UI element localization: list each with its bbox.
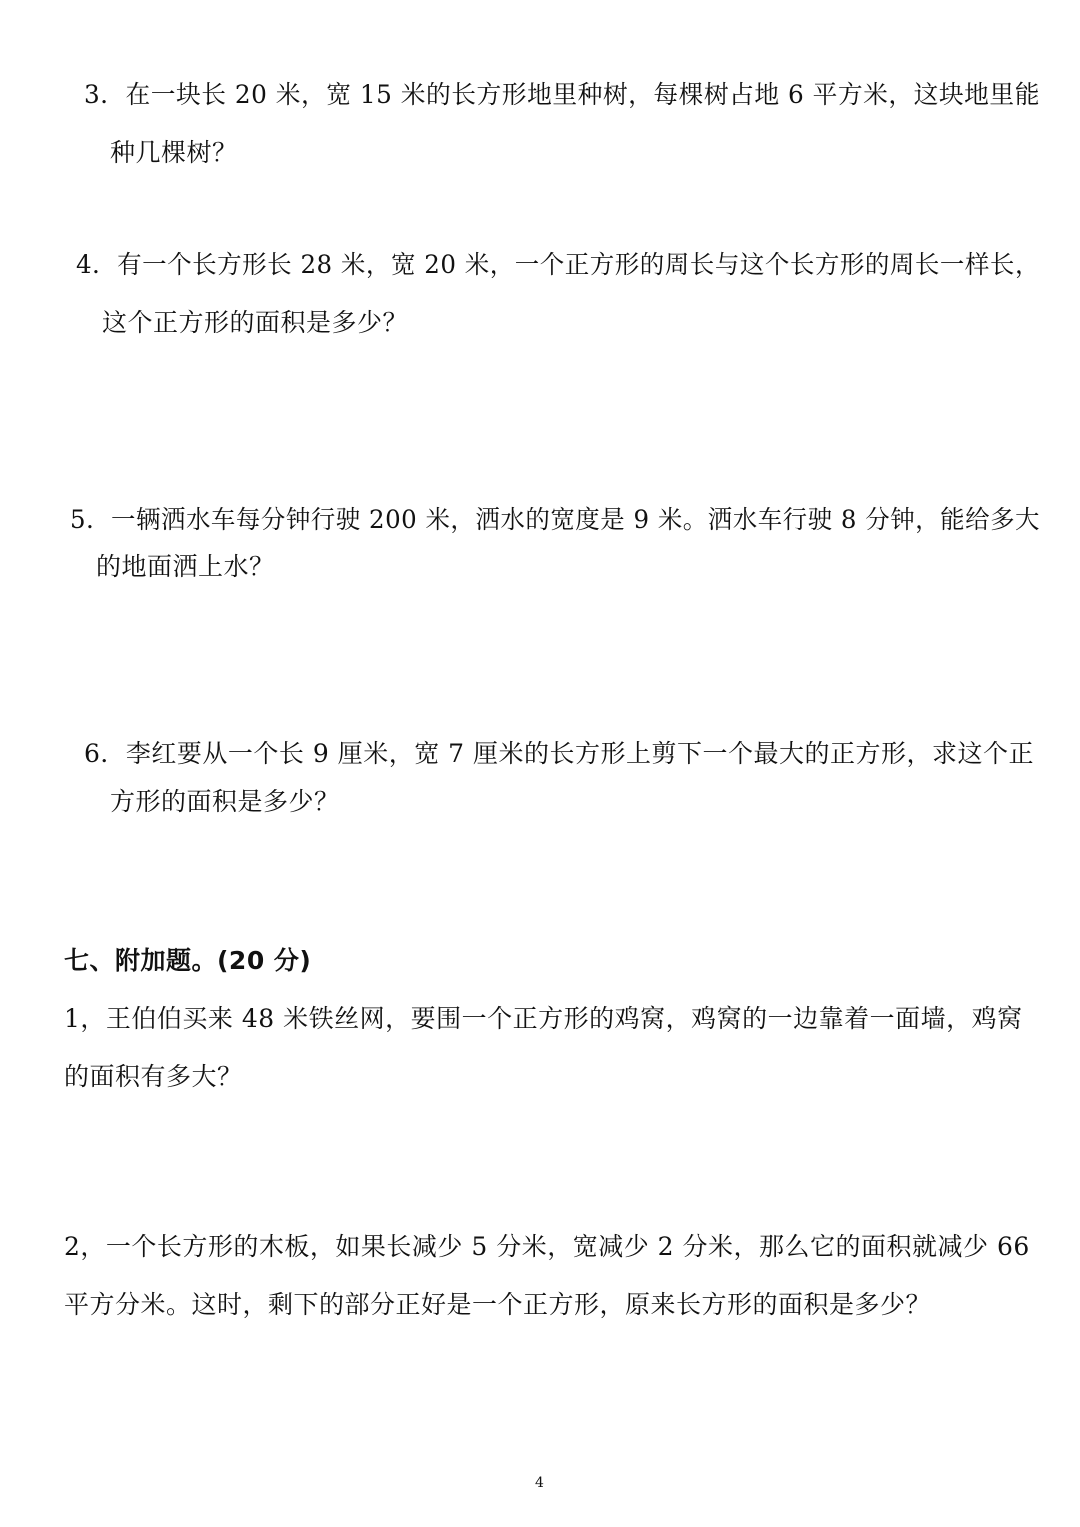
- question-6-line-2: 方形的面积是多少？: [110, 787, 340, 816]
- question-5-line-1: 5．一辆洒水车每分钟行驶 200 米，洒水的宽度是 9 米。洒水车行驶 8 分钟，能给多大: [70, 505, 1041, 534]
- question-4-line-1: 4．有一个长方形长 28 米，宽 20 米，一个正方形的周长与这个长方形的周长一样长，: [76, 250, 1040, 279]
- question-3-line-2: 种几棵树？: [110, 138, 238, 167]
- bonus-question-1-line-1: 1，王伯伯买来 48 米铁丝网，要围一个正方形的鸡窝，鸡窝的一边靠着一面墙，鸡窝: [64, 1004, 1023, 1033]
- bonus-question-2-line-2: 平方分米。这时，剩下的部分正好是一个正方形，原来长方形的面积是多少？: [64, 1290, 932, 1319]
- bonus-question-2-line-1: 2，一个长方形的木板，如果长减少 5 分米，宽减少 2 分米，那么它的面积就减少 66: [64, 1232, 1030, 1261]
- section-title-bonus: 七、附加题。(20 分): [64, 946, 312, 975]
- question-5-line-2: 的地面洒上水？: [96, 552, 275, 581]
- question-4-line-2: 这个正方形的面积是多少？: [102, 308, 409, 337]
- page-number: 4: [535, 1475, 544, 1491]
- question-6-line-1: 6．李红要从一个长 9 厘米，宽 7 厘米的长方形上剪下一个最大的正方形，求这个正: [84, 739, 1035, 768]
- question-3-line-1: 3．在一块长 20 米，宽 15 米的长方形地里种树，每棵树占地 6 平方米，这块地里能: [84, 80, 1040, 109]
- bonus-question-1-line-2: 的面积有多大？: [64, 1062, 243, 1091]
